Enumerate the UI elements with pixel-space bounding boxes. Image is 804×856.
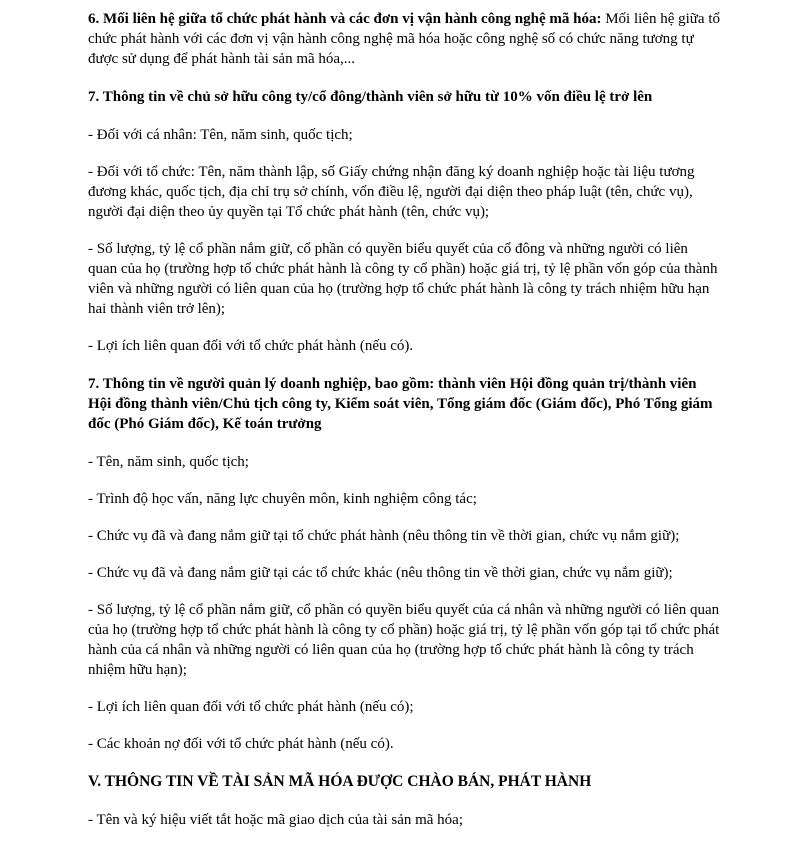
section-7a-item: - Đối với cá nhân: Tên, năm sinh, quốc tịch; xyxy=(88,127,353,143)
section-v-item: - Tên và ký hiệu viết tắt hoặc mã giao dịch của tài sản mã hóa; xyxy=(88,812,464,828)
section-6-heading: 6. Mối liên hệ giữa tổ chức phát hành và các đơn vị vận hành công nghệ mã hóa: xyxy=(88,11,602,27)
section-7a-item: - Lợi ích liên quan đối với tổ chức phát hành (nếu có). xyxy=(88,338,414,354)
section-6-paragraph xyxy=(88,9,720,69)
section-v-heading: V. THÔNG TIN VỀ TÀI SẢN MÃ HÓA ĐƯỢC CHÀO BÁN, PHÁT HÀNH xyxy=(88,773,592,790)
section-7a-heading: 7. Thông tin về chủ sở hữu công ty/cổ đông/thành viên sở hữu từ 10% vốn điều lệ trở lên xyxy=(88,89,653,105)
section-7b-heading: 7. Thông tin về người quản lý doanh nghiệp, bao gồm: thành viên Hội đồng quản trị/thành viên Hội đồng thành viên/Chủ tịch công ty, Kiểm soát viên, Tổng giám đốc (Giám đốc), Phó Tổng giám đốc (Phó Giám đốc), Kế toán trưởng xyxy=(88,376,713,432)
section-7a-item: - Đối với tổ chức: Tên, năm thành lập, số Giấy chứng nhận đăng ký doanh nghiệp hoặc tài liệu tương đương khác, quốc tịch, địa chỉ trụ sở chính, vốn điều lệ, người đại diện theo pháp luật (tên, chức vụ), người đại diện theo ủy quyền tại Tổ chức phát hành (tên, chức vụ); xyxy=(88,164,695,220)
document-page xyxy=(88,9,720,830)
section-7b-item: - Số lượng, tỷ lệ cổ phần nắm giữ, cổ phần có quyền biểu quyết của cá nhân và những người có liên quan của họ (trường hợp tổ chức phát hành là công ty cổ phần) hoặc giá trị, tỷ lệ phần vốn góp tại tổ chức phát hành của cá nhân và những người có liên quan của họ (trường hợp tổ chức phát hành là công ty trách nhiệm hữu hạn); xyxy=(88,602,720,678)
section-7b-item: - Lợi ích liên quan đối với tổ chức phát hành (nếu có); xyxy=(88,699,414,715)
section-7b-item: - Chức vụ đã và đang nắm giữ tại tổ chức phát hành (nêu thông tin về thời gian, chức vụ nắm giữ); xyxy=(88,528,680,544)
section-7b-item: - Trình độ học vấn, năng lực chuyên môn, kinh nghiệm công tác; xyxy=(88,491,477,507)
section-7b-item: - Các khoản nợ đối với tổ chức phát hành (nếu có). xyxy=(88,736,394,752)
section-6-body: Mối liên hệ giữa tổ chức phát hành với các đơn vị vận hành công nghệ mã hóa hoặc công nghệ số có chức năng tương tự được sử dụng để phát hành tài sản mã hóa,... xyxy=(88,11,720,67)
section-7b-item: - Tên, năm sinh, quốc tịch; xyxy=(88,454,249,470)
section-7b-item: - Chức vụ đã và đang nắm giữ tại các tổ chức khác (nêu thông tin về thời gian, chức vụ nắm giữ); xyxy=(88,565,673,581)
section-7a-item: - Số lượng, tỷ lệ cổ phần nắm giữ, cổ phần có quyền biểu quyết của cổ đông và những người có liên quan của họ (trường hợp tổ chức phát hành là công ty cổ phần) hoặc giá trị, tỷ lệ phần vốn góp của thành viên và những người có liên quan của họ (trường hợp tổ chức phát hành là công ty trách nhiệm hữu hạn hai thành viên trở lên); xyxy=(88,241,718,317)
